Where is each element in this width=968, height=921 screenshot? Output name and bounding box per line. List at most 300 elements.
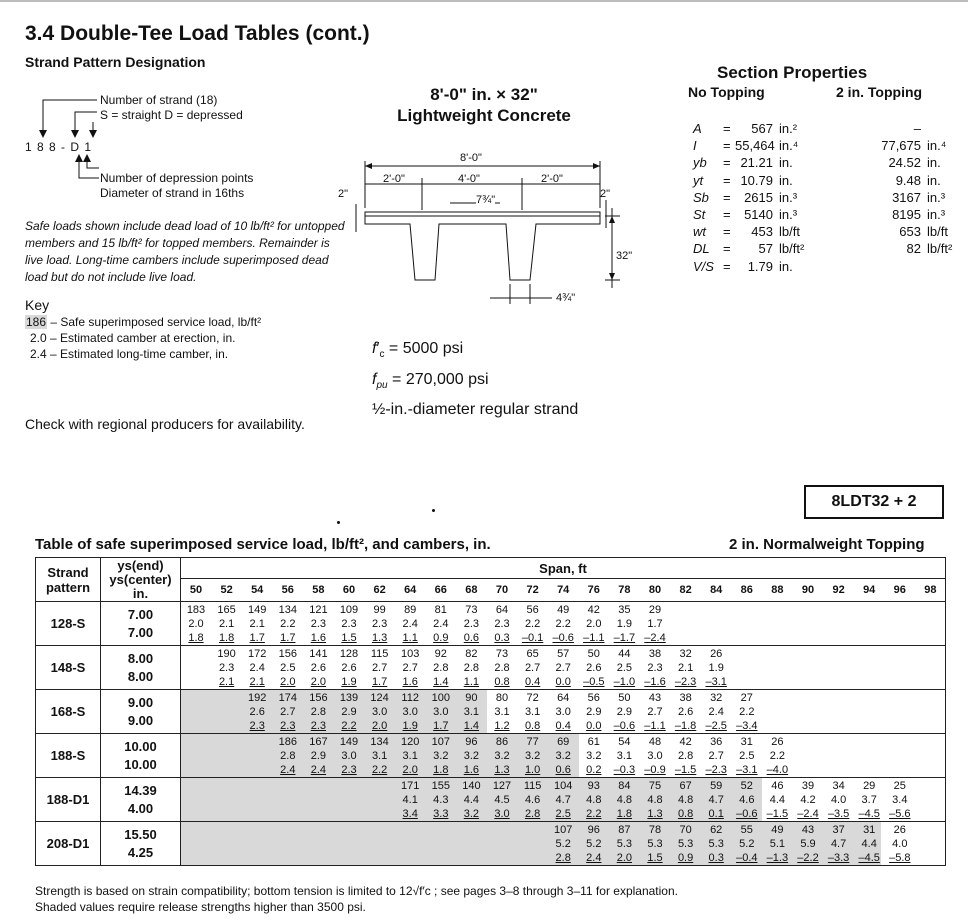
load-value: 167	[309, 736, 328, 748]
load-value: 93	[587, 780, 600, 792]
strand-pattern-cell: 208-D1	[36, 822, 101, 866]
load-value: 75	[648, 780, 662, 792]
load-value: 31	[740, 736, 753, 748]
span-header-66: 66	[434, 584, 447, 596]
ys-end: 8.00	[127, 650, 154, 666]
dot-mark	[432, 509, 435, 512]
label-number-of-strand: Number of strand (18)	[100, 93, 218, 107]
values-cell	[181, 690, 946, 734]
camber-value: 4.8	[677, 794, 694, 806]
camber-value: 4.8	[586, 794, 602, 806]
load-value: 149	[339, 736, 359, 748]
load-value: 96	[465, 736, 478, 748]
camber-value: 2.7	[647, 706, 663, 718]
load-value: 26	[710, 648, 723, 660]
longtime-value: –1.7	[613, 632, 636, 644]
load-value: 121	[309, 604, 328, 616]
longtime-value: –0.5	[583, 676, 605, 688]
ys-end: 10.00	[124, 738, 157, 754]
property-row	[693, 120, 953, 137]
camber-value: 2.7	[371, 662, 388, 674]
longtime-value: –1.8	[674, 720, 697, 732]
fpu-value: = 270,000 psi	[392, 371, 489, 388]
camber-value: 2.0	[586, 618, 602, 630]
camber-value: 5.1	[769, 838, 786, 850]
camber-value: 2.3	[341, 618, 357, 630]
camber-value: 5.2	[586, 838, 602, 850]
property-eq: =	[723, 189, 731, 205]
longtime-value: –3.5	[827, 808, 850, 820]
load-value: 149	[248, 604, 267, 616]
longtime-value: –1.1	[644, 720, 666, 732]
span-header-86: 86	[740, 584, 753, 596]
load-value: 82	[465, 648, 478, 660]
longtime-value: –4.5	[858, 852, 880, 864]
key-title: Key	[25, 297, 50, 313]
section-title-line2: Lightweight Concrete	[397, 106, 571, 125]
load-value: 174	[278, 692, 297, 704]
camber-value: 3.2	[524, 750, 541, 762]
longtime-value: 3.0	[494, 808, 510, 820]
camber-value: 2.2	[769, 750, 786, 762]
load-value: 43	[801, 824, 815, 836]
longtime-value: –4.5	[858, 808, 880, 820]
load-value: 183	[186, 604, 206, 616]
camber-value: 4.6	[524, 794, 541, 806]
fc-line: $f'_c = 5000$ psi	[372, 340, 464, 361]
ys-end: 9.00	[127, 694, 154, 710]
longtime-value: 2.3	[341, 764, 357, 776]
longtime-value: –0.6	[736, 808, 758, 820]
camber-value: 2.5	[739, 750, 755, 762]
load-value: 56	[526, 604, 539, 616]
load-value: 155	[431, 780, 450, 792]
property-sym: wt	[693, 224, 706, 240]
load-value: 29	[863, 780, 876, 792]
camber-value: 2.6	[677, 706, 694, 718]
dim-stem-top: 7¾"	[476, 194, 496, 206]
load-value: 64	[557, 692, 570, 704]
camber-value: 4.1	[402, 794, 418, 806]
camber-value: 2.8	[494, 662, 510, 674]
dim-right: 2'-0"	[541, 173, 563, 185]
property-val2: 8195	[892, 207, 921, 222]
camber-value: 4.0	[830, 794, 847, 806]
longtime-value: –3.1	[736, 764, 758, 776]
camber-value: 3.0	[647, 750, 663, 762]
property-val2: 653	[899, 224, 921, 240]
load-value: 107	[554, 824, 573, 836]
property-unit: in.	[779, 155, 793, 171]
longtime-value: 1.8	[433, 764, 449, 776]
load-value: 139	[339, 692, 359, 704]
camber-value: 5.9	[800, 838, 816, 850]
load-value: 42	[679, 736, 692, 748]
camber-value: 4.7	[708, 794, 724, 806]
fc-value: = 5000 psi	[388, 340, 464, 357]
ys-cell	[101, 734, 181, 778]
property-val2: –	[913, 121, 921, 136]
camber-value: 2.5	[616, 662, 633, 674]
property-eq: =	[723, 138, 731, 154]
head-ys-center: ys(center) in.	[109, 571, 172, 601]
longtime-value: 1.3	[494, 764, 510, 776]
load-value: 50	[587, 648, 600, 660]
span-header-90: 90	[801, 584, 815, 596]
span-header-70: 70	[495, 584, 509, 596]
longtime-value: 0.3	[494, 632, 510, 644]
span-header-82: 82	[679, 584, 692, 596]
camber-value: 2.2	[524, 618, 541, 630]
property-val2: 24.52	[888, 155, 921, 171]
load-value: 80	[495, 692, 509, 704]
longtime-value: 0.9	[677, 852, 694, 864]
camber-value: 2.9	[586, 706, 602, 718]
camber-value: 5.3	[677, 838, 694, 850]
section-title	[354, 84, 614, 126]
longtime-value: 1.6	[402, 676, 418, 688]
longtime-value: –2.3	[705, 764, 727, 776]
load-value: 90	[465, 692, 478, 704]
property-sym: A	[693, 121, 702, 136]
longtime-value: 1.8	[188, 632, 204, 644]
camber-value: 2.1	[249, 618, 265, 630]
longtime-value: 3.3	[433, 808, 449, 820]
camber-value: 2.9	[341, 706, 357, 718]
camber-value: 3.2	[586, 750, 602, 762]
span-header-74: 74	[557, 584, 570, 596]
property-unit2: in.	[927, 172, 941, 188]
camber-value: 2.4	[708, 706, 724, 718]
load-value: 86	[495, 736, 509, 748]
ys-cell	[101, 822, 181, 866]
load-value: 107	[431, 736, 450, 748]
load-value: 25	[893, 780, 906, 792]
load-value: 62	[710, 824, 723, 836]
property-eq: =	[723, 207, 731, 222]
ys-end: 15.50	[124, 826, 157, 842]
strand-pattern-cell: 168-S	[36, 690, 101, 734]
key-code: 2.0	[30, 331, 47, 345]
camber-value: 2.2	[280, 618, 296, 630]
span-header-56: 56	[281, 584, 294, 596]
property-sym: yt	[693, 172, 704, 188]
longtime-value: –1.0	[613, 676, 636, 688]
span-header-84: 84	[710, 584, 723, 596]
longtime-value: 2.5	[555, 808, 571, 820]
camber-value: 2.7	[524, 662, 541, 674]
load-value: 67	[679, 780, 692, 792]
longtime-value: 1.1	[402, 632, 418, 644]
label-strand-diameter: Diameter of strand in 16ths	[100, 186, 245, 200]
property-row	[693, 154, 953, 171]
footnote-shaded: Shaded values require release strengths higher than 3500 psi.	[35, 900, 366, 914]
key-item-camber-longtime	[30, 347, 228, 361]
load-value: 65	[526, 648, 539, 660]
property-row	[693, 258, 953, 275]
longtime-value: 0.8	[524, 720, 541, 732]
camber-value: 3.2	[463, 750, 480, 762]
property-sym: V/S	[693, 258, 714, 274]
longtime-value: 1.4	[433, 676, 449, 688]
camber-value: 2.5	[280, 662, 296, 674]
load-value: 81	[434, 604, 447, 616]
dim-stem-bottom: 4¾"	[556, 292, 576, 304]
camber-value: 2.8	[677, 750, 694, 762]
load-value: 87	[618, 824, 631, 836]
camber-value: 4.4	[769, 794, 786, 806]
availability-note: Check with regional producers for availability.	[25, 416, 305, 432]
camber-value: 2.0	[188, 618, 204, 630]
load-value: 36	[710, 736, 723, 748]
property-row	[693, 223, 953, 240]
ys-cell	[101, 778, 181, 822]
longtime-value: 1.1	[463, 676, 480, 688]
camber-value: 2.8	[280, 750, 296, 762]
load-value: 104	[554, 780, 573, 792]
property-eq: =	[723, 241, 731, 257]
camber-value: 1.7	[647, 618, 663, 630]
ys-center: 7.00	[127, 624, 154, 640]
dim-depth: 32"	[616, 250, 633, 262]
key-item-load	[25, 315, 261, 329]
property-val: 55,464	[735, 138, 775, 154]
strand-pattern-heading: Strand Pattern Designation	[25, 54, 206, 70]
load-value: 55	[740, 824, 753, 836]
property-sym: Sb	[693, 189, 709, 205]
camber-value: 2.3	[218, 662, 235, 674]
load-value: 43	[648, 692, 662, 704]
load-value: 96	[587, 824, 600, 836]
load-value: 54	[618, 736, 631, 748]
camber-value: 3.0	[371, 706, 388, 718]
camber-value: 3.1	[371, 750, 388, 762]
load-value: 100	[431, 692, 450, 704]
longtime-value: 1.8	[218, 632, 235, 644]
longtime-value: 0.6	[555, 764, 571, 776]
longtime-value: 3.4	[402, 808, 418, 820]
longtime-value: –1.5	[766, 808, 789, 820]
property-eq: =	[723, 172, 731, 188]
longtime-value: 0.8	[677, 808, 694, 820]
span-header-92: 92	[832, 584, 845, 596]
property-val: 453	[751, 224, 773, 240]
camber-value: 3.1	[616, 750, 633, 762]
camber-value: 3.1	[402, 750, 418, 762]
load-value: 99	[373, 604, 386, 616]
properties-list	[693, 120, 953, 280]
longtime-value: 2.0	[616, 852, 633, 864]
camber-value: 3.0	[433, 706, 449, 718]
load-value: 115	[523, 780, 542, 792]
load-value: 109	[339, 604, 359, 616]
property-row	[693, 137, 953, 154]
ys-cell	[101, 602, 181, 646]
key-text: – Safe superimposed service load, lb/ft²	[50, 315, 262, 329]
load-value: 127	[492, 780, 512, 792]
load-value: 134	[278, 604, 297, 616]
camber-value: 3.0	[341, 750, 357, 762]
property-val: 21.21	[740, 155, 773, 171]
label-strand-type: S = straight D = depressed	[100, 108, 243, 122]
camber-value: 2.3	[463, 618, 480, 630]
longtime-value: –2.2	[797, 852, 819, 864]
longtime-value: –0.6	[613, 720, 636, 732]
span-header-72: 72	[526, 584, 539, 596]
table-row	[36, 646, 946, 690]
property-unit2: lb/ft	[927, 224, 948, 240]
ys-end: 7.00	[127, 606, 154, 622]
camber-value: 5.2	[555, 838, 571, 850]
camber-value: 2.7	[402, 662, 418, 674]
load-value: 103	[401, 648, 420, 660]
camber-value: 2.4	[402, 618, 418, 630]
span-header-96: 96	[893, 584, 906, 596]
load-value: 48	[648, 736, 662, 748]
property-unit2: in.	[927, 155, 941, 171]
load-value: 141	[309, 648, 328, 660]
longtime-value: 0.9	[433, 632, 449, 644]
camber-value: 2.2	[739, 706, 755, 718]
longtime-value: 2.4	[310, 764, 327, 776]
property-val: 10.79	[740, 172, 773, 188]
load-value: 29	[648, 604, 662, 616]
property-eq: =	[723, 258, 731, 274]
camber-value: 2.3	[647, 662, 663, 674]
property-val: 2615	[744, 189, 773, 205]
load-value: 49	[557, 604, 570, 616]
load-value: 89	[404, 604, 417, 616]
longtime-value: –1.6	[644, 676, 666, 688]
camber-value: 4.7	[830, 838, 847, 850]
camber-value: 2.6	[586, 662, 602, 674]
load-value: 165	[217, 604, 236, 616]
camber-value: 5.3	[616, 838, 633, 850]
longtime-value: 1.8	[616, 808, 633, 820]
camber-value: 2.1	[218, 618, 235, 630]
span-header-98: 98	[924, 584, 937, 596]
camber-value: 2.9	[310, 750, 327, 762]
longtime-value: –3.1	[705, 676, 727, 688]
longtime-value: 2.2	[371, 764, 388, 776]
longtime-value: 0.0	[555, 676, 571, 688]
strand-line: ½-in.-diameter regular strand	[372, 401, 579, 418]
property-unit: in.³	[779, 189, 798, 205]
load-value: 57	[557, 648, 570, 660]
span-header-58: 58	[312, 584, 325, 596]
camber-value: 2.6	[249, 706, 265, 718]
property-eq: =	[723, 121, 731, 136]
longtime-value: 1.5	[647, 852, 663, 864]
span-header-50: 50	[189, 584, 203, 596]
longtime-value: –2.3	[674, 676, 697, 688]
longtime-value: 1.7	[280, 632, 296, 644]
longtime-value: 2.1	[218, 676, 235, 688]
table-row	[36, 734, 946, 778]
load-value: 34	[832, 780, 845, 792]
load-value: 171	[401, 780, 420, 792]
property-row	[693, 240, 953, 257]
camber-value: 4.3	[433, 794, 449, 806]
load-value: 192	[248, 692, 267, 704]
designation-badge: 8LDT32 + 2	[804, 485, 944, 519]
load-value: 186	[278, 736, 297, 748]
property-row	[693, 172, 953, 189]
dim-flange-left: 2"	[338, 188, 349, 200]
camber-value: 4.2	[800, 794, 816, 806]
head-ys-end: ys(end)	[117, 557, 164, 573]
camber-value: 4.8	[647, 794, 663, 806]
camber-value: 1.9	[616, 618, 633, 630]
longtime-value: 2.4	[280, 764, 296, 776]
span-header-60: 60	[342, 584, 356, 596]
camber-value: 2.8	[463, 662, 480, 674]
head-ys	[101, 558, 181, 602]
longtime-value: 0.8	[494, 676, 510, 688]
table-row	[36, 822, 946, 866]
longtime-value: 3.2	[463, 808, 480, 820]
longtime-value: –1.5	[674, 764, 697, 776]
ys-cell	[101, 646, 181, 690]
longtime-value: –2.5	[705, 720, 727, 732]
load-value: 92	[434, 648, 447, 660]
fpu-line: $f_{pu} = 270,000$ psi	[372, 371, 489, 392]
longtime-value: –5.8	[889, 852, 911, 864]
longtime-value: 1.5	[341, 632, 357, 644]
property-unit: in.²	[779, 121, 798, 136]
load-value: 77	[526, 736, 539, 748]
longtime-value: 2.0	[280, 676, 296, 688]
load-value: 73	[495, 648, 509, 660]
camber-value: 2.9	[616, 706, 633, 718]
span-header-54: 54	[251, 584, 264, 596]
strand-pattern-cell: 188-D1	[36, 778, 101, 822]
property-eq: =	[723, 224, 731, 240]
ys-center: 10.00	[124, 756, 157, 772]
no-topping-heading: No Topping	[688, 84, 765, 100]
longtime-value: 2.8	[555, 852, 571, 864]
property-unit2: in.³	[927, 207, 946, 222]
longtime-value: –0.6	[552, 632, 574, 644]
camber-value: 4.6	[739, 794, 755, 806]
load-value: 69	[557, 736, 570, 748]
property-unit2: in.³	[927, 189, 946, 205]
longtime-value: –0.4	[736, 852, 758, 864]
load-value: 124	[370, 692, 389, 704]
dim-overall: 8'-0"	[460, 152, 482, 164]
camber-value: 1.9	[708, 662, 724, 674]
head-span: Span, ft	[181, 558, 946, 579]
longtime-value: 2.3	[249, 720, 265, 732]
load-value: 26	[893, 824, 906, 836]
load-table	[35, 557, 946, 866]
longtime-value: –0.9	[644, 764, 666, 776]
longtime-value: 1.4	[463, 720, 480, 732]
dim-middle: 4'-0"	[458, 173, 480, 185]
key-code: 2.4	[30, 347, 47, 361]
property-val: 1.79	[747, 258, 773, 274]
property-unit2: lb/ft²	[927, 241, 953, 257]
load-value: 112	[401, 692, 419, 704]
camber-value: 5.3	[708, 838, 724, 850]
property-unit2: in.⁴	[927, 138, 947, 154]
load-value: 38	[679, 692, 692, 704]
load-value: 50	[618, 692, 631, 704]
load-value: 46	[771, 780, 784, 792]
longtime-value: 0.4	[555, 720, 571, 732]
load-value: 72	[526, 692, 539, 704]
load-value: 32	[679, 648, 692, 660]
